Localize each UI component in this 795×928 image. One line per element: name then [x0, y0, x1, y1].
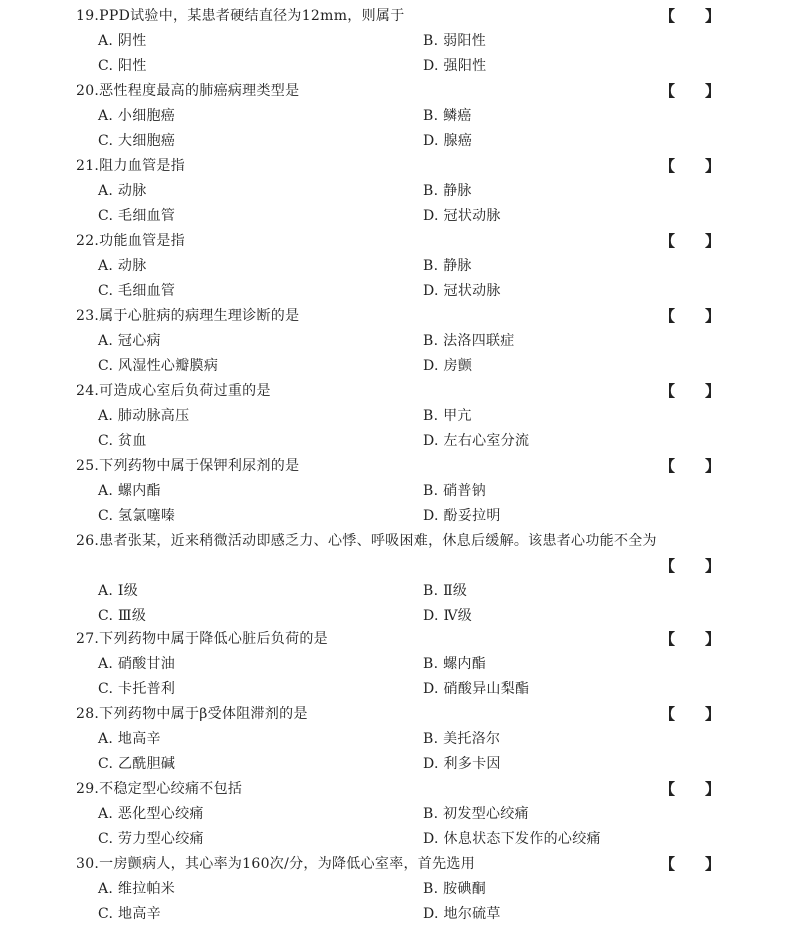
bracket-open: 【 [660, 157, 676, 175]
option-d: D. 强阳性 [423, 58, 487, 74]
bracket-open: 【 [660, 457, 676, 475]
answer-bracket[interactable] [660, 778, 720, 800]
option-c: C. 氢氯噻嗪 [98, 508, 176, 524]
bracket-close: 】 [704, 82, 720, 100]
bracket-close: 】 [704, 557, 720, 575]
option-b: B. 鳞癌 [423, 108, 472, 124]
option-a: A. 螺内酯 [98, 483, 161, 499]
option-d: D. 休息状态下发作的心绞痛 [423, 831, 601, 847]
bracket-close: 】 [704, 232, 720, 250]
answer-bracket[interactable] [660, 305, 720, 327]
bracket-open: 【 [660, 82, 676, 100]
option-a: A. Ⅰ级 [98, 583, 139, 599]
option-b: B. 法洛四联症 [423, 333, 515, 349]
question-stem: 22.功能血管是指 [76, 233, 185, 249]
question-stem: 25.下列药物中属于保钾利尿剂的是 [76, 458, 300, 474]
option-a: A. 维拉帕米 [98, 881, 176, 897]
option-c: C. 毛细血管 [98, 208, 176, 224]
bracket-close: 】 [704, 307, 720, 325]
option-c: C. 风湿性心瓣膜病 [98, 358, 219, 374]
option-d: D. 硝酸异山梨酯 [423, 681, 530, 697]
question-stem: 26.患者张某，近来稍微活动即感乏力、心悸、呼吸困难，休息后缓解。该患者心功能不全为 [76, 533, 657, 549]
option-a: A. 恶化型心绞痛 [98, 806, 204, 822]
question-stem: 28.下列药物中属于β受体阻滞剂的是 [76, 706, 308, 722]
option-a: A. 地高辛 [98, 731, 161, 747]
question-stem: 21.阻力血管是指 [76, 158, 185, 174]
option-a: A. 冠心病 [98, 333, 161, 349]
answer-bracket[interactable] [660, 628, 720, 650]
question-stem: 30.一房颤病人，其心率为160次/分，为降低心室率，首先选用 [76, 856, 476, 872]
bracket-open: 【 [660, 7, 676, 25]
bracket-close: 】 [704, 157, 720, 175]
option-a: A. 动脉 [98, 258, 147, 274]
bracket-open: 【 [660, 232, 676, 250]
option-a: A. 硝酸甘油 [98, 656, 176, 672]
option-d: D. 左右心室分流 [423, 433, 530, 449]
option-c: C. 地高辛 [98, 906, 161, 922]
answer-bracket[interactable] [660, 555, 720, 577]
option-b: B. 胺碘酮 [423, 881, 486, 897]
bracket-close: 】 [704, 630, 720, 648]
bracket-close: 】 [704, 7, 720, 25]
option-b: B. 美托洛尔 [423, 731, 501, 747]
bracket-open: 【 [660, 705, 676, 723]
option-d: D. 房颤 [423, 358, 473, 374]
option-c: C. 阳性 [98, 58, 147, 74]
option-c: C. Ⅲ级 [98, 608, 147, 624]
option-a: A. 动脉 [98, 183, 147, 199]
option-a: A. 阴性 [98, 33, 147, 49]
option-b: B. 甲亢 [423, 408, 472, 424]
answer-bracket[interactable] [660, 703, 720, 725]
option-d: D. Ⅳ级 [423, 608, 473, 624]
question-stem: 19.PPD试验中，某患者硬结直径为12mm，则属于 [76, 8, 405, 24]
answer-bracket[interactable] [660, 230, 720, 252]
question-stem: 27.下列药物中属于降低心脏后负荷的是 [76, 631, 328, 647]
option-d: D. 冠状动脉 [423, 208, 501, 224]
bracket-close: 】 [704, 780, 720, 798]
bracket-open: 【 [660, 855, 676, 873]
option-b: B. 初发型心绞痛 [423, 806, 529, 822]
option-d: D. 腺癌 [423, 133, 473, 149]
option-d: D. 利多卡因 [423, 756, 501, 772]
bracket-close: 】 [704, 382, 720, 400]
bracket-close: 】 [704, 855, 720, 873]
option-c: C. 劳力型心绞痛 [98, 831, 204, 847]
bracket-open: 【 [660, 307, 676, 325]
option-d: D. 酚妥拉明 [423, 508, 501, 524]
option-c: C. 卡托普利 [98, 681, 176, 697]
answer-bracket[interactable] [660, 455, 720, 477]
bracket-close: 】 [704, 457, 720, 475]
option-a: A. 肺动脉高压 [98, 408, 190, 424]
option-c: C. 大细胞癌 [98, 133, 176, 149]
answer-bracket[interactable] [660, 380, 720, 402]
answer-bracket[interactable] [660, 5, 720, 27]
option-d: D. 冠状动脉 [423, 283, 501, 299]
bracket-open: 【 [660, 557, 676, 575]
option-b: B. 静脉 [423, 258, 472, 274]
bracket-open: 【 [660, 630, 676, 648]
question-stem: 29.不稳定型心绞痛不包括 [76, 781, 243, 797]
answer-bracket[interactable] [660, 155, 720, 177]
answer-bracket[interactable] [660, 853, 720, 875]
option-b: B. 硝普钠 [423, 483, 486, 499]
question-stem: 20.恶性程度最高的肺癌病理类型是 [76, 83, 300, 99]
question-stem: 24.可造成心室后负荷过重的是 [76, 383, 271, 399]
option-b: B. 螺内酯 [423, 656, 486, 672]
question-stem: 23.属于心脏病的病理生理诊断的是 [76, 308, 300, 324]
bracket-open: 【 [660, 780, 676, 798]
option-c: C. 贫血 [98, 433, 147, 449]
option-b: B. Ⅱ级 [423, 583, 468, 599]
option-b: B. 静脉 [423, 183, 472, 199]
option-c: C. 毛细血管 [98, 283, 176, 299]
option-b: B. 弱阳性 [423, 33, 486, 49]
bracket-close: 】 [704, 705, 720, 723]
bracket-open: 【 [660, 382, 676, 400]
answer-bracket[interactable] [660, 80, 720, 102]
option-d: D. 地尔硫草 [423, 906, 501, 922]
option-c: C. 乙酰胆碱 [98, 756, 176, 772]
option-a: A. 小细胞癌 [98, 108, 176, 124]
